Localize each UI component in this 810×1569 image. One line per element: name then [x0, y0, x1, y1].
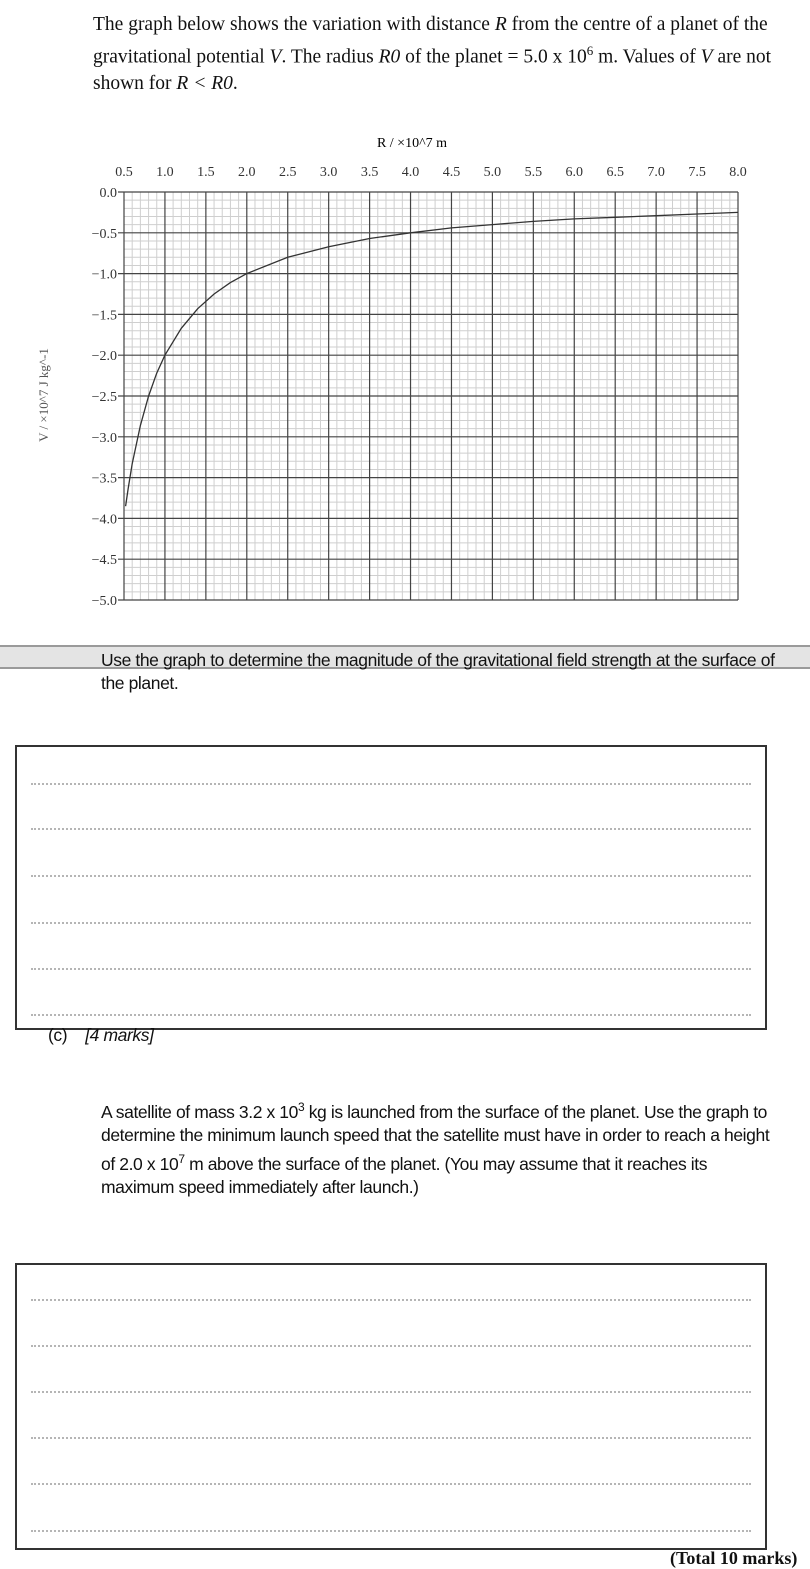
x-tick-label: 5.5	[524, 165, 543, 180]
part-c-header: (c) [4 marks]	[48, 1025, 154, 1045]
y-tick-label: −4.0	[91, 512, 117, 528]
answer-line	[31, 1345, 751, 1347]
answer-line	[31, 1299, 751, 1301]
x-tick-label: 7.0	[647, 165, 665, 180]
intro-text: The graph below shows the variation with distance R from the centre of a planet of the gravitational potential V. The radius R0 of the planet = 5.0 x $10^6$ m. Values of V are not shown for R < R0.	[93, 14, 772, 94]
x-tick-label: 2.0	[238, 165, 256, 180]
x-tick-label: 4.5	[442, 165, 461, 180]
x-tick-label: 3.5	[360, 165, 379, 180]
x-tick-label: 3.0	[319, 165, 338, 180]
answer-line	[31, 968, 751, 970]
x-tick-label: 4.0	[401, 165, 420, 180]
x-axis-title: R / ×10^7 m	[376, 136, 448, 151]
x-tick-label: 5.0	[483, 165, 502, 180]
answer-line	[31, 828, 751, 830]
answer-line	[31, 783, 751, 785]
y-tick-label: −0.5	[91, 226, 117, 242]
y-tick-label: −2.0	[91, 349, 117, 365]
x-tick-label: 1.0	[156, 165, 174, 180]
answer-line	[31, 1530, 751, 1532]
x-tick-label: 7.5	[688, 165, 706, 180]
answer-line	[31, 1391, 751, 1393]
answer-line	[31, 1014, 751, 1016]
x-tick-label: 0.5	[115, 165, 133, 180]
total-marks: (Total 10 marks)	[670, 1548, 798, 1568]
y-tick-label: 0.0	[99, 186, 117, 201]
y-tick-label: −1.5	[91, 308, 117, 324]
x-tick-label: 1.5	[197, 165, 215, 180]
y-tick-label: −1.0	[91, 267, 117, 283]
answer-box-b[interactable]	[15, 745, 767, 1030]
y-tick-label: −4.5	[91, 553, 117, 569]
potential-graph	[0, 120, 810, 620]
y-axis-title: V / ×10^7 J kg^-1	[36, 348, 51, 442]
x-tick-label: 6.5	[606, 165, 624, 180]
answer-line	[31, 875, 751, 877]
potential-curve	[126, 212, 738, 506]
answer-box-c[interactable]	[15, 1263, 767, 1550]
y-tick-label: −3.5	[91, 471, 117, 487]
x-tick-label: 8.0	[729, 165, 747, 180]
y-tick-label: −3.0	[91, 430, 117, 446]
answer-line	[31, 922, 751, 924]
x-tick-label: 2.5	[278, 165, 297, 180]
question-c-text: A satellite of mass 3.2 x $10^3$ kg is launched from the surface of the planet. Use the graph to determine the minimum launch speed that the satellite must have in order to reach a height of 2.0 x $10^7$ m above the surface of the planet. (You may assume that it reaches its maximum speed immediately after launch.)	[101, 1100, 770, 1198]
answer-line	[31, 1483, 751, 1485]
y-tick-label: −5.0	[91, 594, 117, 609]
question-b-text: Use the graph to determine the magnitude of the gravitational field strength at the surface of the planet.	[101, 650, 775, 693]
answer-line	[31, 1437, 751, 1439]
y-tick-label: −2.5	[91, 390, 117, 405]
x-tick-label: 6.0	[565, 165, 584, 180]
